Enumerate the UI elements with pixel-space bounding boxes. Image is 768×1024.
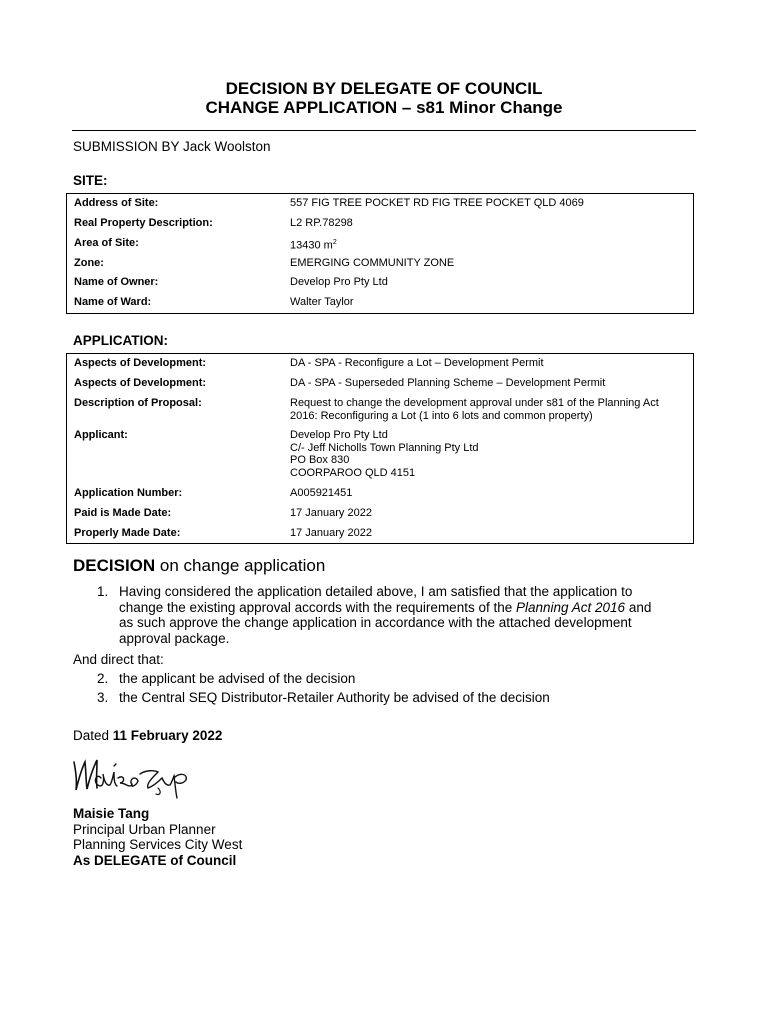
application-table [66,353,694,544]
site-label: Area of Site: [74,237,139,249]
site-label: Real Property Description: [74,217,213,229]
application-value [290,397,686,422]
signatory-title: Principal Urban Planner [73,822,216,837]
application-label: Application Number: [74,487,183,499]
site-heading: SITE: [73,173,108,188]
paid-date: 17 January 2022 [290,507,372,519]
act-name: Planning Act 2016 [515,599,626,615]
decision-text: change the existing approval accords with the requirements of the [119,599,516,615]
list-number: 2. [97,671,109,686]
decision-heading [73,556,325,576]
properly-made-date: 17 January 2022 [290,527,372,539]
list-number: 1. [97,584,109,599]
site-label: Name of Ward: [74,296,152,308]
application-label: Description of Proposal: [74,397,202,409]
site-value: Develop Pro Pty Ltd [290,276,388,288]
site-label: Address of Site: [74,197,159,209]
application-label: Aspects of Development: [74,377,207,389]
application-value-line: 2016: Reconfiguring a Lot (1 into 6 lots and common property) [290,409,593,422]
site-area-value [290,237,686,252]
decision-heading-bold: DECISION [73,556,156,575]
dated-prefix: Dated [73,728,113,743]
application-label: Paid is Made Date: [74,507,172,519]
document-subtitle: CHANGE APPLICATION – s81 Minor Change [205,98,563,117]
submission-line: SUBMISSION BY Jack Woolston [73,139,271,154]
signatory-role: As DELEGATE of Council [73,853,237,868]
list-number: 3. [97,690,109,705]
site-value: 557 FIG TREE POCKET RD FIG TREE POCKET QLD 4069 [290,197,584,209]
application-label: Aspects of Development: [74,357,207,369]
site-label: Zone: [74,257,104,269]
decision-text: and [625,599,652,615]
signatory-unit: Planning Services City West [73,837,243,852]
direct-item: the applicant be advised of the decision [119,671,356,686]
decision-paragraph [119,584,699,646]
document-title: DECISION BY DELEGATE OF COUNCIL [225,79,543,98]
site-value: Walter Taylor [290,296,354,308]
applicant-address [290,429,686,479]
application-value: DA - SPA - Reconfigure a Lot – Development Permit [290,357,544,369]
site-area-unit-sup: 2 [332,239,337,246]
header-divider [72,130,696,131]
application-label: Properly Made Date: [74,527,181,539]
decision-heading-rest: on change application [155,556,326,575]
applicant-line: Develop Pro Pty Ltd [290,429,388,441]
application-heading: APPLICATION: [73,333,168,348]
site-value: EMERGING COMMUNITY ZONE [290,257,455,269]
application-value: DA - SPA - Superseded Planning Scheme – Development Permit [290,377,606,389]
dated-date: 11 February 2022 [112,728,223,743]
application-label: Applicant: [74,429,128,441]
dated-line [73,728,222,744]
application-number: A005921451 [290,487,353,499]
decision-line [119,600,699,616]
application-value-line: Request to change the development approval under s81 of the Planning Act [290,397,659,409]
direct-text: And direct that: [73,652,164,667]
handwritten-signature [70,748,200,800]
site-label: Name of Owner: [74,276,159,288]
applicant-line: COORPAROO QLD 4151 [290,466,416,479]
applicant-line: C/- Jeff Nicholls Town Planning Pty Ltd [290,441,479,454]
site-area-number: 13430 m [290,239,333,252]
direct-item: the Central SEQ Distributor-Retailer Authority be advised of the decision [119,690,550,705]
decision-line: Having considered the application detailed above, I am satisfied that the application to [119,584,633,599]
applicant-line: PO Box 830 [290,454,350,466]
decision-line: as such approve the change application in accordance with the attached development [119,615,632,630]
decision-line: approval package. [119,630,230,646]
site-value: L2 RP.78298 [290,217,353,229]
site-table [66,193,694,314]
signatory-name: Maisie Tang [73,806,150,821]
